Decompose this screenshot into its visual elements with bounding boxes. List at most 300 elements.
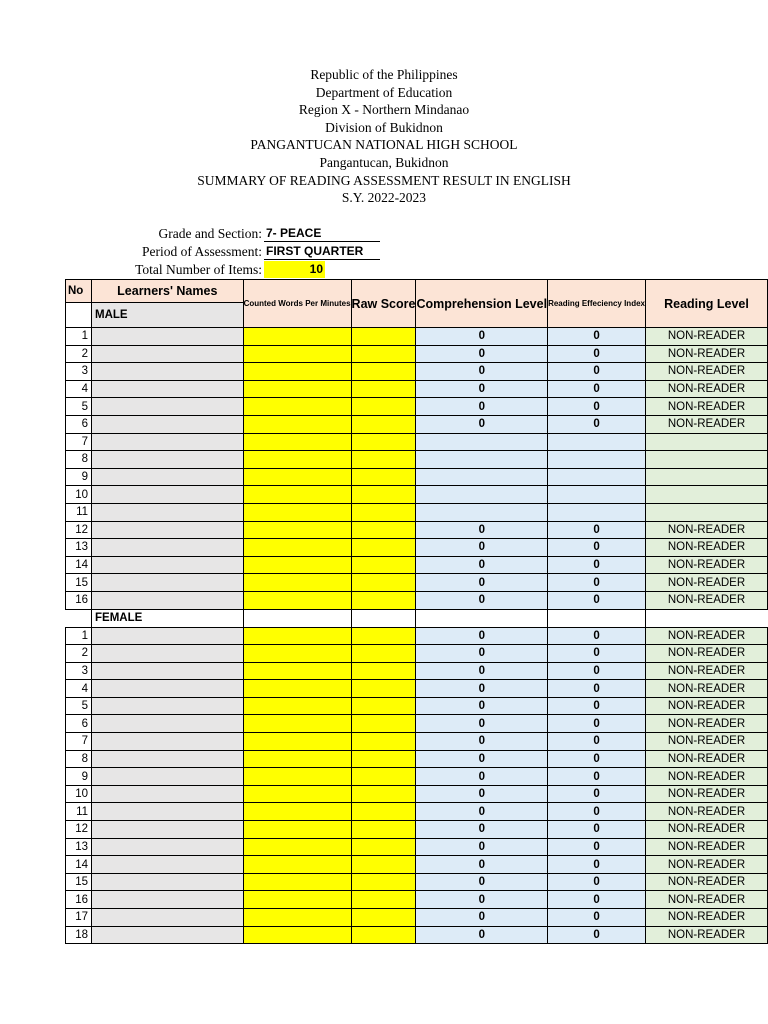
counted-words-cell[interactable] xyxy=(243,380,351,398)
reading-efficiency-cell: 0 xyxy=(548,909,646,927)
female-spacer-level xyxy=(645,609,767,627)
header-no: No xyxy=(66,280,92,303)
raw-score-cell[interactable] xyxy=(351,486,416,504)
raw-score-cell[interactable] xyxy=(351,398,416,416)
counted-words-cell[interactable] xyxy=(243,926,351,944)
row-number: 13 xyxy=(66,838,92,856)
reading-efficiency-cell: 0 xyxy=(548,345,646,363)
counted-words-cell[interactable] xyxy=(243,680,351,698)
table-row xyxy=(66,486,768,504)
counted-words-cell[interactable] xyxy=(243,539,351,557)
reading-efficiency-cell xyxy=(548,486,646,504)
raw-score-cell[interactable] xyxy=(351,715,416,733)
raw-score-cell[interactable] xyxy=(351,345,416,363)
reading-efficiency-cell: 0 xyxy=(548,768,646,786)
raw-score-cell[interactable] xyxy=(351,415,416,433)
learner-name-cell[interactable] xyxy=(92,785,244,803)
learner-name-cell[interactable] xyxy=(92,468,244,486)
row-number: 5 xyxy=(66,398,92,416)
reading-level-cell: NON-READER xyxy=(645,697,767,715)
comprehension-level-cell: 0 xyxy=(416,838,548,856)
comprehension-level-cell: 0 xyxy=(416,380,548,398)
female-spacer-raw xyxy=(351,609,416,627)
female-section-header xyxy=(66,609,768,627)
table-row xyxy=(66,645,768,663)
table-row xyxy=(66,803,768,821)
comprehension-level-cell: 0 xyxy=(416,785,548,803)
raw-score-cell[interactable] xyxy=(351,433,416,451)
reading-level-cell: NON-READER xyxy=(645,856,767,874)
header-reading-efficiency-index: Reading Effeciency Index xyxy=(548,280,646,328)
raw-score-cell[interactable] xyxy=(351,503,416,521)
header-raw-score: Raw Score xyxy=(351,280,416,328)
learner-name-cell[interactable] xyxy=(92,680,244,698)
learner-name-cell[interactable] xyxy=(92,926,244,944)
table-row xyxy=(66,415,768,433)
counted-words-cell[interactable] xyxy=(243,750,351,768)
table-row xyxy=(66,821,768,839)
reading-efficiency-cell: 0 xyxy=(548,627,646,645)
table-row xyxy=(66,926,768,944)
header-school-year: S.Y. 2022-2023 xyxy=(341,190,427,206)
row-number: 1 xyxy=(66,627,92,645)
raw-score-cell[interactable] xyxy=(351,733,416,751)
raw-score-cell[interactable] xyxy=(351,662,416,680)
comprehension-level-cell: 0 xyxy=(416,328,548,346)
row-number: 11 xyxy=(66,503,92,521)
reading-efficiency-cell: 0 xyxy=(548,415,646,433)
comprehension-level-cell: 0 xyxy=(416,398,548,416)
comprehension-level-cell xyxy=(416,468,548,486)
counted-words-cell[interactable] xyxy=(243,503,351,521)
header-no-spacer xyxy=(66,303,92,328)
header-department: Department of Education xyxy=(315,84,453,100)
reading-efficiency-cell: 0 xyxy=(548,821,646,839)
learner-name-cell[interactable] xyxy=(92,451,244,469)
reading-level-cell: NON-READER xyxy=(645,733,767,751)
header-region: Region X - Northern Mindanao xyxy=(298,102,470,118)
reading-efficiency-cell: 0 xyxy=(548,926,646,944)
table-row xyxy=(66,556,768,574)
row-number: 18 xyxy=(66,926,92,944)
reading-efficiency-cell: 0 xyxy=(548,733,646,751)
learner-name-cell[interactable] xyxy=(92,398,244,416)
table-row xyxy=(66,733,768,751)
female-spacer-cwpm xyxy=(243,609,351,627)
row-number: 10 xyxy=(66,486,92,504)
reading-level-cell: NON-READER xyxy=(645,821,767,839)
raw-score-cell[interactable] xyxy=(351,363,416,381)
reading-efficiency-cell xyxy=(548,451,646,469)
learner-name-cell[interactable] xyxy=(92,645,244,663)
counted-words-cell[interactable] xyxy=(243,768,351,786)
learner-name-cell[interactable] xyxy=(92,363,244,381)
learner-name-cell[interactable] xyxy=(92,486,244,504)
comprehension-level-cell: 0 xyxy=(416,662,548,680)
raw-score-cell[interactable] xyxy=(351,574,416,592)
header-title: SUMMARY OF READING ASSESSMENT RESULT IN ENGLISH xyxy=(197,172,571,188)
counted-words-cell[interactable] xyxy=(243,645,351,663)
row-number: 8 xyxy=(66,750,92,768)
comprehension-level-cell: 0 xyxy=(416,715,548,733)
learner-name-cell[interactable] xyxy=(92,415,244,433)
raw-score-cell[interactable] xyxy=(351,451,416,469)
comprehension-level-cell: 0 xyxy=(416,345,548,363)
counted-words-cell[interactable] xyxy=(243,891,351,909)
learner-name-cell[interactable] xyxy=(92,873,244,891)
table-row xyxy=(66,521,768,539)
reading-efficiency-cell xyxy=(548,433,646,451)
reading-level-cell xyxy=(645,433,767,451)
table-row xyxy=(66,768,768,786)
items-row xyxy=(0,261,400,279)
row-number: 12 xyxy=(66,521,92,539)
table-row xyxy=(66,398,768,416)
reading-level-cell: NON-READER xyxy=(645,838,767,856)
comprehension-level-cell xyxy=(416,451,548,469)
row-number: 15 xyxy=(66,873,92,891)
reading-level-cell: NON-READER xyxy=(645,926,767,944)
reading-efficiency-cell: 0 xyxy=(548,803,646,821)
table-row xyxy=(66,662,768,680)
reading-level-cell: NON-READER xyxy=(645,873,767,891)
reading-level-cell: NON-READER xyxy=(645,591,767,609)
reading-level-cell: NON-READER xyxy=(645,768,767,786)
learner-name-cell[interactable] xyxy=(92,821,244,839)
raw-score-cell[interactable] xyxy=(351,909,416,927)
raw-score-cell[interactable] xyxy=(351,539,416,557)
grade-section-row xyxy=(0,225,400,243)
raw-score-cell[interactable] xyxy=(351,926,416,944)
counted-words-cell[interactable] xyxy=(243,697,351,715)
reading-efficiency-cell: 0 xyxy=(548,838,646,856)
counted-words-cell[interactable] xyxy=(243,345,351,363)
learner-name-cell[interactable] xyxy=(92,345,244,363)
reading-level-cell: NON-READER xyxy=(645,627,767,645)
row-number: 3 xyxy=(66,662,92,680)
learner-name-cell[interactable] xyxy=(92,750,244,768)
counted-words-cell[interactable] xyxy=(243,451,351,469)
table-row xyxy=(66,909,768,927)
row-number: 6 xyxy=(66,715,92,733)
learner-name-cell[interactable] xyxy=(92,856,244,874)
section-male-label: MALE xyxy=(92,303,244,328)
learner-name-cell[interactable] xyxy=(92,503,244,521)
row-number: 13 xyxy=(66,539,92,557)
reading-efficiency-cell: 0 xyxy=(548,891,646,909)
female-no-spacer xyxy=(66,609,92,627)
reading-efficiency-cell xyxy=(548,468,646,486)
raw-score-cell[interactable] xyxy=(351,591,416,609)
row-number: 1 xyxy=(66,328,92,346)
table-row xyxy=(66,891,768,909)
reading-level-cell: NON-READER xyxy=(645,750,767,768)
comprehension-level-cell: 0 xyxy=(416,733,548,751)
reading-efficiency-cell: 0 xyxy=(548,715,646,733)
learner-name-cell[interactable] xyxy=(92,433,244,451)
table-row xyxy=(66,697,768,715)
section-female-label: FEMALE xyxy=(92,609,244,627)
reading-efficiency-cell: 0 xyxy=(548,574,646,592)
comprehension-level-cell: 0 xyxy=(416,645,548,663)
comprehension-level-cell: 0 xyxy=(416,768,548,786)
reading-efficiency-cell xyxy=(548,503,646,521)
row-number: 5 xyxy=(66,697,92,715)
comprehension-level-cell: 0 xyxy=(416,750,548,768)
learner-name-cell[interactable] xyxy=(92,768,244,786)
learner-name-cell[interactable] xyxy=(92,838,244,856)
learner-name-cell[interactable] xyxy=(92,328,244,346)
reading-level-cell: NON-READER xyxy=(645,803,767,821)
table-row xyxy=(66,503,768,521)
reading-efficiency-cell: 0 xyxy=(548,873,646,891)
counted-words-cell[interactable] xyxy=(243,398,351,416)
reading-level-cell: NON-READER xyxy=(645,715,767,733)
female-spacer-comp xyxy=(416,609,548,627)
row-number: 12 xyxy=(66,821,92,839)
raw-score-cell[interactable] xyxy=(351,697,416,715)
row-number: 4 xyxy=(66,380,92,398)
items-value[interactable]: 10 xyxy=(264,261,325,278)
reading-level-cell: NON-READER xyxy=(645,556,767,574)
learner-name-cell[interactable] xyxy=(92,591,244,609)
learner-name-cell[interactable] xyxy=(92,556,244,574)
reading-efficiency-cell: 0 xyxy=(548,662,646,680)
row-number: 16 xyxy=(66,591,92,609)
document-header xyxy=(0,66,768,207)
counted-words-cell[interactable] xyxy=(243,574,351,592)
comprehension-level-cell: 0 xyxy=(416,926,548,944)
reading-assessment-table xyxy=(65,279,768,944)
reading-level-cell: NON-READER xyxy=(645,574,767,592)
counted-words-cell[interactable] xyxy=(243,486,351,504)
learner-name-cell[interactable] xyxy=(92,733,244,751)
header-comprehension-level: Comprehension Level xyxy=(416,280,548,328)
learner-name-cell[interactable] xyxy=(92,539,244,557)
raw-score-cell[interactable] xyxy=(351,556,416,574)
table-row xyxy=(66,451,768,469)
row-number: 10 xyxy=(66,785,92,803)
comprehension-level-cell xyxy=(416,486,548,504)
reading-level-cell: NON-READER xyxy=(645,328,767,346)
female-spacer-rei xyxy=(548,609,646,627)
raw-score-cell[interactable] xyxy=(351,785,416,803)
header-counted-words: Counted Words Per Minutes xyxy=(243,280,351,328)
row-number: 17 xyxy=(66,909,92,927)
raw-score-cell[interactable] xyxy=(351,856,416,874)
table-row xyxy=(66,574,768,592)
counted-words-cell[interactable] xyxy=(243,803,351,821)
reading-efficiency-cell: 0 xyxy=(548,398,646,416)
period-row xyxy=(0,243,400,261)
comprehension-level-cell: 0 xyxy=(416,363,548,381)
table-row xyxy=(66,380,768,398)
learner-name-cell[interactable] xyxy=(92,803,244,821)
counted-words-cell[interactable] xyxy=(243,856,351,874)
comprehension-level-cell: 0 xyxy=(416,909,548,927)
reading-level-cell xyxy=(645,451,767,469)
row-number: 7 xyxy=(66,733,92,751)
learner-name-cell[interactable] xyxy=(92,909,244,927)
reading-efficiency-cell: 0 xyxy=(548,856,646,874)
row-number: 2 xyxy=(66,345,92,363)
learner-name-cell[interactable] xyxy=(92,521,244,539)
reading-level-cell: NON-READER xyxy=(645,415,767,433)
row-number: 11 xyxy=(66,803,92,821)
reading-level-cell xyxy=(645,468,767,486)
raw-score-cell[interactable] xyxy=(351,768,416,786)
reading-level-cell: NON-READER xyxy=(645,521,767,539)
comprehension-level-cell: 0 xyxy=(416,803,548,821)
comprehension-level-cell: 0 xyxy=(416,521,548,539)
table-row xyxy=(66,433,768,451)
table-row xyxy=(66,715,768,733)
counted-words-cell[interactable] xyxy=(243,821,351,839)
comprehension-level-cell: 0 xyxy=(416,680,548,698)
counted-words-cell[interactable] xyxy=(243,415,351,433)
reading-level-cell: NON-READER xyxy=(645,645,767,663)
reading-level-cell: NON-READER xyxy=(645,785,767,803)
learner-name-cell[interactable] xyxy=(92,662,244,680)
reading-level-cell xyxy=(645,486,767,504)
counted-words-cell[interactable] xyxy=(243,838,351,856)
raw-score-cell[interactable] xyxy=(351,328,416,346)
reading-level-cell: NON-READER xyxy=(645,662,767,680)
reading-efficiency-cell: 0 xyxy=(548,680,646,698)
learner-name-cell[interactable] xyxy=(92,697,244,715)
comprehension-level-cell: 0 xyxy=(416,821,548,839)
comprehension-level-cell: 0 xyxy=(416,856,548,874)
row-number: 9 xyxy=(66,768,92,786)
period-label: Period of Assessment: xyxy=(142,244,262,259)
reading-level-cell: NON-READER xyxy=(645,380,767,398)
reading-level-cell: NON-READER xyxy=(645,363,767,381)
counted-words-cell[interactable] xyxy=(243,556,351,574)
table-row xyxy=(66,785,768,803)
reading-efficiency-cell: 0 xyxy=(548,328,646,346)
period-value[interactable]: FIRST QUARTER xyxy=(264,243,380,260)
reading-level-cell: NON-READER xyxy=(645,680,767,698)
reading-efficiency-cell: 0 xyxy=(548,539,646,557)
header-reading-level: Reading Level xyxy=(645,280,767,328)
raw-score-cell[interactable] xyxy=(351,750,416,768)
reading-efficiency-cell: 0 xyxy=(548,380,646,398)
learner-name-cell[interactable] xyxy=(92,574,244,592)
raw-score-cell[interactable] xyxy=(351,645,416,663)
counted-words-cell[interactable] xyxy=(243,468,351,486)
table-row xyxy=(66,328,768,346)
comprehension-level-cell: 0 xyxy=(416,627,548,645)
counted-words-cell[interactable] xyxy=(243,873,351,891)
row-number: 2 xyxy=(66,645,92,663)
row-number: 16 xyxy=(66,891,92,909)
raw-score-cell[interactable] xyxy=(351,891,416,909)
table-row xyxy=(66,468,768,486)
learner-name-cell[interactable] xyxy=(92,715,244,733)
learner-name-cell[interactable] xyxy=(92,380,244,398)
reading-level-cell: NON-READER xyxy=(645,909,767,927)
table-row xyxy=(66,680,768,698)
reading-level-cell: NON-READER xyxy=(645,891,767,909)
raw-score-cell[interactable] xyxy=(351,521,416,539)
reading-efficiency-cell: 0 xyxy=(548,785,646,803)
row-number: 14 xyxy=(66,856,92,874)
reading-level-cell: NON-READER xyxy=(645,539,767,557)
table-row xyxy=(66,838,768,856)
items-label: Total Number of Items: xyxy=(135,262,262,277)
counted-words-cell[interactable] xyxy=(243,733,351,751)
row-number: 7 xyxy=(66,433,92,451)
counted-words-cell[interactable] xyxy=(243,785,351,803)
comprehension-level-cell: 0 xyxy=(416,591,548,609)
raw-score-cell[interactable] xyxy=(351,838,416,856)
comprehension-level-cell: 0 xyxy=(416,415,548,433)
comprehension-level-cell: 0 xyxy=(416,697,548,715)
header-school: PANGANTUCAN NATIONAL HIGH SCHOOL xyxy=(250,137,518,153)
raw-score-cell[interactable] xyxy=(351,380,416,398)
counted-words-cell[interactable] xyxy=(243,591,351,609)
row-number: 3 xyxy=(66,363,92,381)
counted-words-cell[interactable] xyxy=(243,909,351,927)
header-division: Division of Bukidnon xyxy=(325,119,443,135)
raw-score-cell[interactable] xyxy=(351,468,416,486)
learner-name-cell[interactable] xyxy=(92,891,244,909)
learner-name-cell[interactable] xyxy=(92,627,244,645)
reading-efficiency-cell: 0 xyxy=(548,591,646,609)
row-number: 6 xyxy=(66,415,92,433)
row-number: 15 xyxy=(66,574,92,592)
table-row xyxy=(66,345,768,363)
reading-efficiency-cell: 0 xyxy=(548,750,646,768)
counted-words-cell[interactable] xyxy=(243,662,351,680)
reading-level-cell: NON-READER xyxy=(645,345,767,363)
comprehension-level-cell: 0 xyxy=(416,574,548,592)
reading-efficiency-cell: 0 xyxy=(548,697,646,715)
male-section xyxy=(66,328,768,610)
grade-section-value[interactable]: 7- PEACE xyxy=(264,225,380,242)
header-address: Pangantucan, Bukidnon xyxy=(319,154,449,170)
header-learners-names: Learners' Names xyxy=(92,280,244,303)
row-number: 14 xyxy=(66,556,92,574)
comprehension-level-cell: 0 xyxy=(416,873,548,891)
table-row xyxy=(66,873,768,891)
counted-words-cell[interactable] xyxy=(243,433,351,451)
comprehension-level-cell: 0 xyxy=(416,539,548,557)
counted-words-cell[interactable] xyxy=(243,328,351,346)
header-republic: Republic of the Philippines xyxy=(310,67,458,82)
raw-score-cell[interactable] xyxy=(351,627,416,645)
table-row xyxy=(66,627,768,645)
counted-words-cell[interactable] xyxy=(243,363,351,381)
table-row xyxy=(66,539,768,557)
reading-efficiency-cell: 0 xyxy=(548,363,646,381)
reading-efficiency-cell: 0 xyxy=(548,645,646,663)
reading-efficiency-cell: 0 xyxy=(548,556,646,574)
reading-level-cell: NON-READER xyxy=(645,398,767,416)
comprehension-level-cell xyxy=(416,503,548,521)
raw-score-cell[interactable] xyxy=(351,821,416,839)
counted-words-cell[interactable] xyxy=(243,521,351,539)
raw-score-cell[interactable] xyxy=(351,680,416,698)
counted-words-cell[interactable] xyxy=(243,715,351,733)
row-number: 4 xyxy=(66,680,92,698)
raw-score-cell[interactable] xyxy=(351,873,416,891)
female-section xyxy=(66,627,768,944)
table-row xyxy=(66,591,768,609)
reading-level-cell xyxy=(645,503,767,521)
raw-score-cell[interactable] xyxy=(351,803,416,821)
counted-words-cell[interactable] xyxy=(243,627,351,645)
